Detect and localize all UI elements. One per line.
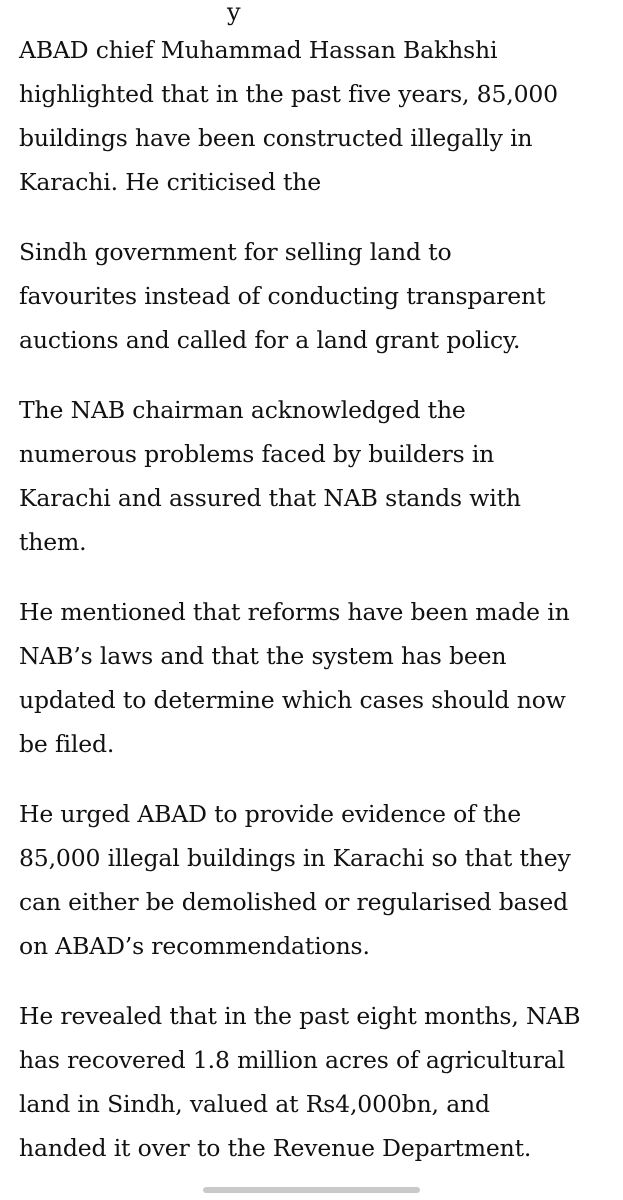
paragraph-line: buildings have been constructed illegally in	[19, 124, 533, 152]
home-indicator-bar[interactable]	[203, 1187, 420, 1193]
paragraph-line: Karachi and assured that NAB stands with	[19, 484, 521, 512]
paragraph-line: highlighted that in the past five years, 85,000	[19, 80, 558, 108]
paragraph-reforms	[19, 590, 609, 766]
paragraph-line: on ABAD’s recommendations.	[19, 932, 370, 960]
paragraph-line: ABAD chief Muhammad Hassan Bakhshi	[19, 36, 498, 64]
paragraph-line: be filed.	[19, 730, 115, 758]
paragraph-line: Karachi. He criticised the	[19, 168, 322, 196]
paragraph-line: updated to determine which cases should now	[19, 686, 566, 714]
article-body	[19, 0, 609, 1196]
paragraph-line: He mentioned that reforms have been made in	[19, 598, 570, 626]
paragraph-line: Sindh government for selling land to	[19, 238, 452, 266]
paragraph-nab-chairman	[19, 388, 609, 564]
paragraph-line: The NAB chairman acknowledged the	[19, 396, 466, 424]
paragraph-line: them.	[19, 528, 87, 556]
paragraph-line: He urged ABAD to provide evidence of the	[19, 800, 522, 828]
paragraph-line: favourites instead of conducting transparent	[19, 282, 546, 310]
paragraph-line: He revealed that in the past eight months, NAB	[19, 1002, 581, 1030]
paragraph-line: handed it over to the Revenue Department.	[19, 1134, 532, 1162]
paragraph-line: has recovered 1.8 million acres of agricultural	[19, 1046, 565, 1074]
clipped-previous-line: y	[227, 0, 241, 26]
paragraph-line: auctions and called for a land grant policy.	[19, 326, 521, 354]
paragraph-line: numerous problems faced by builders in	[19, 440, 495, 468]
paragraph-sindh-government	[19, 230, 609, 362]
paragraph-line: NAB’s laws and that the system has been	[19, 642, 507, 670]
paragraph-line: can either be demolished or regularised based	[19, 888, 569, 916]
paragraph-line: land in Sindh, valued at Rs4,000bn, and	[19, 1090, 490, 1118]
paragraph-recovery	[19, 994, 609, 1170]
paragraph-abad-chief	[19, 28, 609, 204]
paragraph-evidence	[19, 792, 609, 968]
paragraph-line: 85,000 illegal buildings in Karachi so that they	[19, 844, 571, 872]
